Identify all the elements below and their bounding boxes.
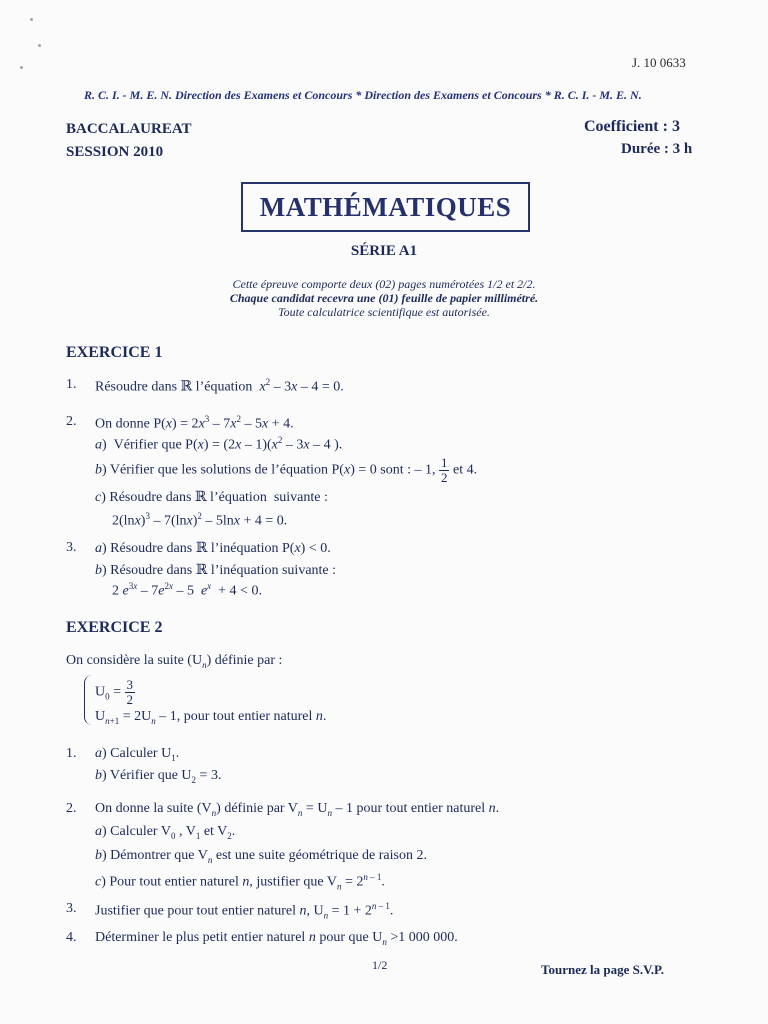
exercise-2-question-4: Déterminer le plus petit entier naturel n pour que $U_n >1$ 000 000. bbox=[95, 930, 458, 947]
scan-speck bbox=[20, 66, 23, 69]
exercise-1-question-1: Résoudre dans ℝ l’équation $x^2 - 3x - 4 = 0$. bbox=[95, 377, 344, 395]
note-pages: Cette épreuve comporte deux (02) pages numérotées 1/2 et 2/2. bbox=[232, 277, 536, 291]
question-number: 3. bbox=[66, 540, 77, 555]
institution-line: R. C. I. - M. E. N. Direction des Examens et Concours * Direction des Examens et Concours * R. C. I. - M. E. N. bbox=[84, 88, 642, 102]
question-number: 3. bbox=[66, 901, 77, 916]
exam-session: SESSION 2010 bbox=[66, 144, 164, 160]
exercise-2-question-2c: c) Pour tout entier naturel n, justifier que $V_n = 2^{n - 1}$. bbox=[95, 872, 385, 892]
exercise-2-question-2a: a) Calculer $V_0$ , $V_1$ et $V_2$. bbox=[95, 824, 236, 841]
note-calculator: Toute calculatrice scientifique est autorisée. bbox=[278, 305, 490, 319]
question-number: 1. bbox=[66, 377, 77, 392]
exercise-1-question-2c: c) Résoudre dans ℝ l’équation suivante : bbox=[95, 490, 328, 505]
sequence-recurrence: $U_{n+1} = 2U_n - 1$, pour tout entier naturel n. bbox=[95, 709, 327, 726]
exercise-2-question-3: Justifier que pour tout entier naturel n, $U_n = 1 + 2^{n - 1}$. bbox=[95, 901, 394, 921]
exercise-2-question-1b: b) Vérifier que $U_2 = 3$. bbox=[95, 768, 222, 785]
scan-speck bbox=[38, 44, 41, 47]
exercise-1-equation-ln: $2(\ln x)^3 - 7(\ln x)^2 - 5\ln x + 4 = 0$. bbox=[112, 511, 288, 529]
exercise-2-question-1a: a) Calculer $U_1$. bbox=[95, 746, 180, 763]
exercise-1-heading: EXERCICE 1 bbox=[66, 344, 163, 361]
exam-name: BACCALAUREAT bbox=[66, 121, 192, 137]
question-number: 4. bbox=[66, 930, 77, 945]
exercise-1-inequation-exp: 2 $e^{3x} - 7e^{2x} - 5$ $e^x + 4 < 0$. bbox=[112, 581, 262, 599]
series-label: SÉRIE A1 bbox=[350, 243, 418, 259]
coefficient: Coefficient : 3 bbox=[584, 118, 680, 135]
document-reference: J. 10 0633 bbox=[632, 55, 686, 70]
scan-speck bbox=[30, 18, 33, 21]
duration: Durée : 3 h bbox=[621, 141, 693, 157]
exercise-2-question-2: On donne la suite $(V_n)$ définie par $V_n = U_n - 1$ pour tout entier naturel n. bbox=[95, 801, 500, 818]
turn-page-note: Tournez la page S.V.P. bbox=[541, 962, 665, 977]
exercise-1-question-2: On donne $P(x) = 2x^3 - 7x^2 - 5x + 4$. bbox=[95, 414, 294, 432]
page-number: 1/2 bbox=[372, 958, 388, 972]
note-paper: Chaque candidat recevra une (01) feuille de papier millimétré. bbox=[229, 291, 539, 305]
exercise-1-question-3a: a) Résoudre dans ℝ l’inéquation P(x) < 0. bbox=[95, 541, 331, 556]
exercise-1-question-2b: b) Vérifier que les solutions de l’équation P(x) = 0 sont : – 1, $\frac{1}{2}$ et 4. bbox=[95, 455, 478, 485]
exercise-1-question-2a: a) Vérifier que $P(x) = (2x - 1)(x^2 - 3x - 4$ ). bbox=[95, 435, 343, 453]
exercise-1-question-3b: b) Résoudre dans ℝ l’inéquation suivante : bbox=[95, 563, 337, 578]
title-box bbox=[241, 182, 530, 232]
question-number: 2. bbox=[66, 801, 77, 816]
question-number: 2. bbox=[66, 414, 77, 429]
sequence-initial-term: $U_0$ = $\frac{3}{2}$ bbox=[95, 677, 134, 707]
question-number: 1. bbox=[66, 746, 77, 761]
page-title: MATHÉMATIQUES bbox=[259, 191, 512, 222]
exercise-2-intro: On considère la suite $(U_n)$ définie par : bbox=[66, 653, 283, 670]
exercise-2-heading: EXERCICE 2 bbox=[66, 619, 163, 636]
system-brace bbox=[84, 675, 93, 725]
exercise-2-question-2b: b) Démontrer que $V_n$ est une suite géométrique de raison 2. bbox=[95, 848, 427, 865]
